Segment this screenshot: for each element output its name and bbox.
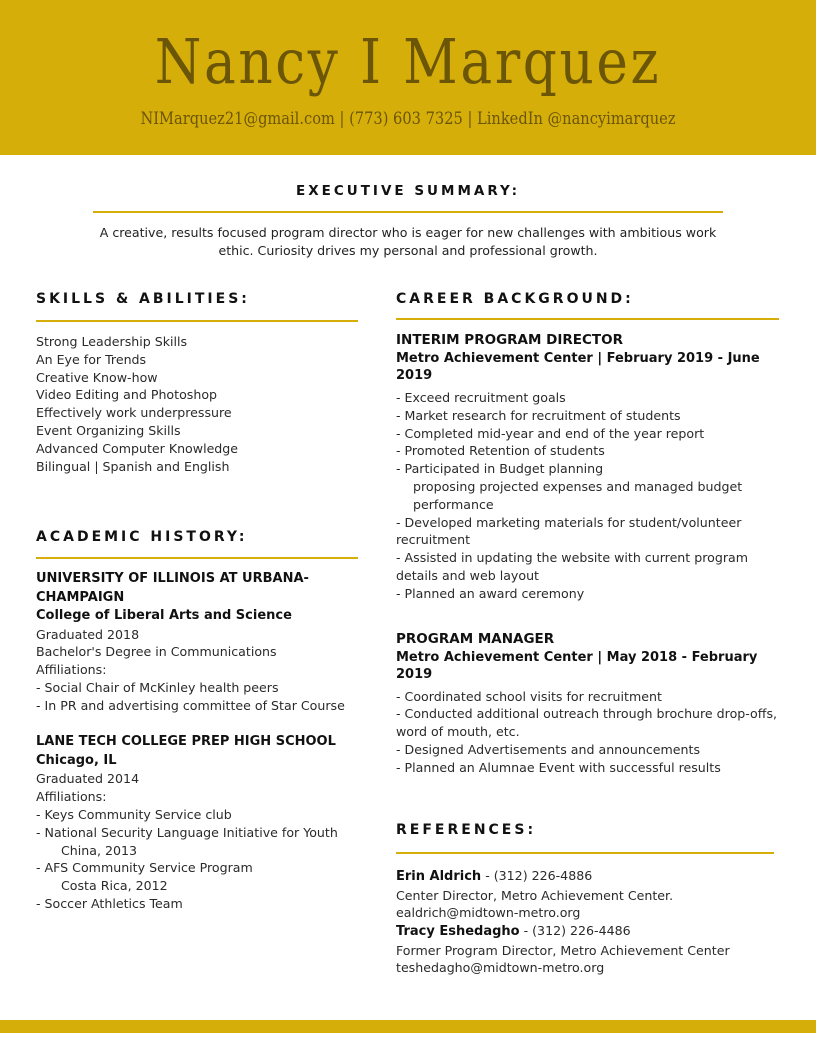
job-entry xyxy=(396,629,780,777)
school-entry xyxy=(36,570,358,714)
school-subtitle: College of Liberal Arts and Science xyxy=(36,608,292,623)
reference-email: ealdrich@midtown-metro.org xyxy=(396,905,581,921)
contact-line: NIMarquez21@gmail.com | (773) 603 7325 | LinkedIn @nancyimarquez xyxy=(140,109,676,129)
graduation: Graduated 2018 xyxy=(36,626,140,642)
academic-section xyxy=(36,527,358,913)
career-section xyxy=(396,289,780,777)
affiliation-detail: Costa Rica, 2012 xyxy=(61,878,168,894)
job-bullet: - Coordinated school visits for recruitment xyxy=(396,688,662,704)
job-bullet-detail: proposing projected expenses and managed budget performance xyxy=(413,478,743,512)
affiliation-item: - Keys Community Service club xyxy=(36,807,232,823)
reference-phone: - (312) 226-4486 xyxy=(519,923,631,939)
reference-role: Former Program Director, Metro Achievement Center xyxy=(396,942,730,958)
affiliation-item: - Soccer Athletics Team xyxy=(36,896,183,912)
job-bullet: - Exceed recruitment goals xyxy=(396,390,566,405)
school-name: LANE TECH COLLEGE PREP HIGH SCHOOL xyxy=(36,734,336,750)
header-banner xyxy=(0,0,816,155)
job-org-dates: Metro Achievement Center | May 2018 - February 2019 xyxy=(396,649,758,682)
candidate-name: Nancy I Marquez xyxy=(154,25,662,98)
job-bullet: - Designed Advertisements and announcements xyxy=(396,741,701,757)
affiliation-item: - AFS Community Service Program xyxy=(36,860,253,876)
skill-item: Video Editing and Photoshop xyxy=(36,387,218,403)
skill-item: Creative Know-how xyxy=(36,369,158,385)
affiliation-detail: China, 2013 xyxy=(61,842,138,858)
job-bullet: - Developed marketing materials for student/volunteer recruitment xyxy=(396,514,742,548)
reference-entry xyxy=(396,867,780,922)
skill-item: An Eye for Trends xyxy=(36,351,147,367)
affiliations-label: Affiliations: xyxy=(36,662,107,678)
skill-item: Strong Leadership Skills xyxy=(36,334,188,349)
job-bullet: - Promoted Retention of students xyxy=(396,443,605,459)
job-bullet: - Market research for recruitment of students xyxy=(396,407,681,423)
skill-item: Advanced Computer Knowledge xyxy=(36,440,239,456)
skills-section xyxy=(36,289,358,475)
career-divider xyxy=(396,318,779,320)
reference-name: Erin Aldrich xyxy=(396,869,482,884)
career-heading: CAREER BACKGROUND: xyxy=(396,291,634,307)
job-bullet: - Conducted additional outreach through brochure drop-offs, word of mouth, etc. xyxy=(396,706,778,740)
school-subtitle: Chicago, IL xyxy=(36,752,117,768)
reference-email: teshedagho@midtown-metro.org xyxy=(396,960,605,976)
academic-heading: ACADEMIC HISTORY: xyxy=(36,529,248,545)
job-title: INTERIM PROGRAM DIRECTOR xyxy=(396,332,623,348)
skills-heading: SKILLS & ABILITIES: xyxy=(36,291,250,307)
job-bullet: - Assisted in updating the website with current program details and web layout xyxy=(396,550,748,583)
graduation: Graduated 2014 xyxy=(36,771,140,787)
skill-item: Event Organizing Skills xyxy=(36,422,181,438)
reference-name: Tracy Eshedagho xyxy=(396,924,520,940)
school-entry xyxy=(36,733,358,912)
school-name: UNIVERSITY OF ILLINOIS AT URBANA-CHAMPAIGN xyxy=(36,571,309,605)
footer-bar xyxy=(0,1020,816,1033)
skills-divider xyxy=(36,320,358,322)
academic-divider xyxy=(36,557,358,559)
references-divider xyxy=(396,852,774,854)
job-bullet: - Completed mid-year and end of the year report xyxy=(396,425,705,441)
affiliation-item: - National Security Language Initiative for Youth xyxy=(36,824,338,840)
job-bullet: - Participated in Budget planning xyxy=(396,461,604,477)
summary-divider xyxy=(93,211,723,213)
degree: Bachelor's Degree in Communications xyxy=(36,644,277,660)
affiliations-label: Affiliations: xyxy=(36,789,107,805)
affiliation-item: - Social Chair of McKinley health peers xyxy=(36,679,279,695)
reference-entry xyxy=(396,922,780,977)
skills-list xyxy=(36,333,358,475)
job-org-dates: Metro Achievement Center | February 2019 - June 2019 xyxy=(396,351,760,383)
job-bullet: - Planned an Alumnae Event with successful results xyxy=(396,759,721,775)
reference-phone: - (312) 226-4886 xyxy=(481,868,593,883)
job-title: PROGRAM MANAGER xyxy=(396,630,555,647)
affiliation-item: - In PR and advertising committee of Star Course xyxy=(36,697,345,713)
references-heading: REFERENCES: xyxy=(396,822,537,838)
job-entry xyxy=(396,330,780,603)
references-section xyxy=(396,820,780,977)
summary-text: A creative, results focused program director who is eager for new challenges with ambitious work ethic. Curiosity drives my personal and professional growth. xyxy=(99,225,717,258)
skill-item: Bilingual | Spanish and English xyxy=(36,458,230,474)
summary-heading: EXECUTIVE SUMMARY: xyxy=(296,183,520,199)
job-bullet: - Planned an award ceremony xyxy=(396,585,585,601)
skill-item: Effectively work underpressure xyxy=(36,405,232,421)
reference-role: Center Director, Metro Achievement Center. xyxy=(396,887,674,903)
